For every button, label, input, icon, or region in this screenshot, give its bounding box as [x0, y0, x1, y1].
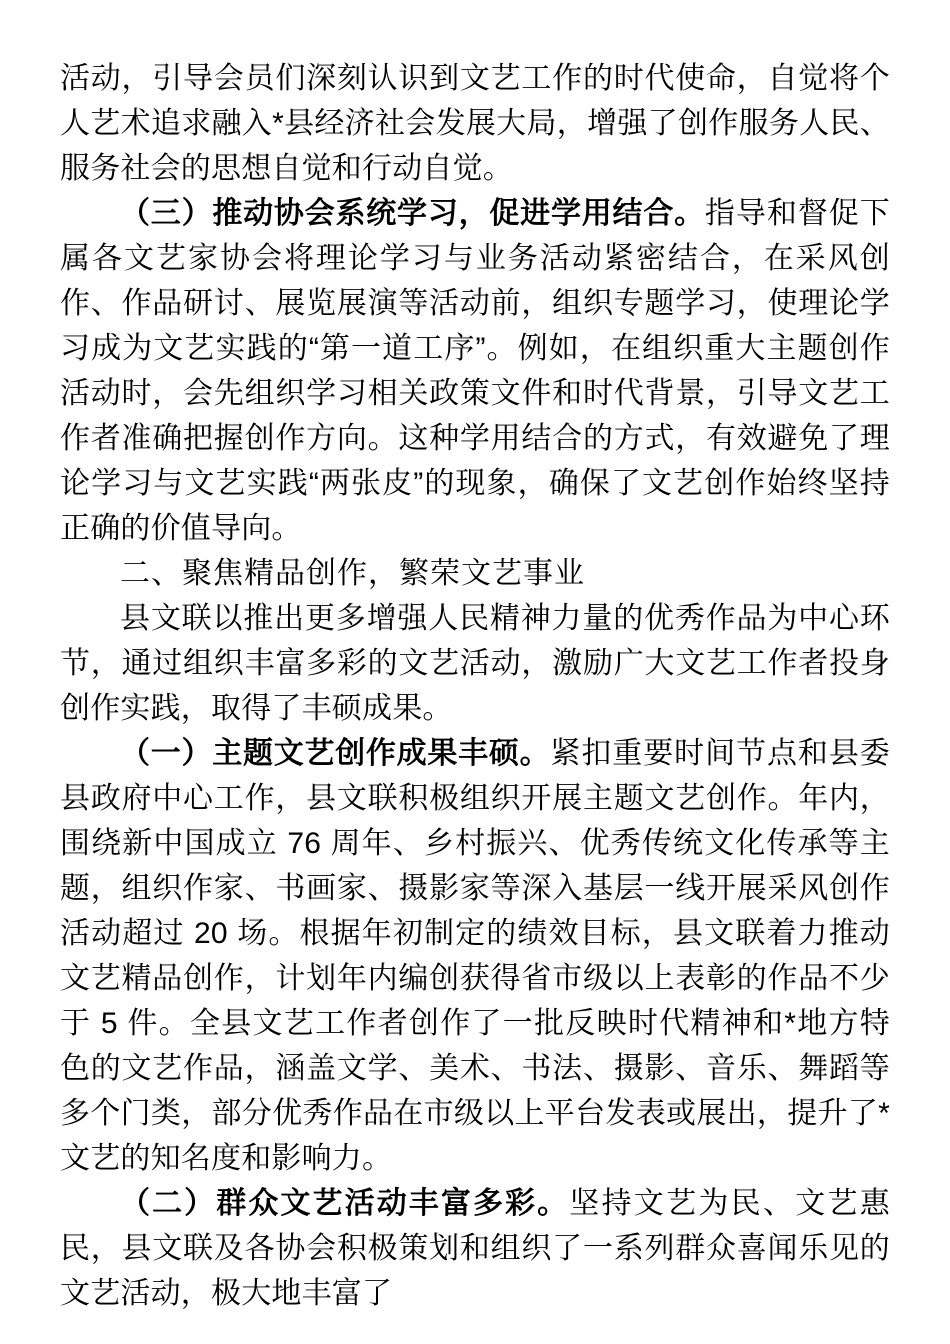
- document-body: [60, 56, 890, 1316]
- section-heading-two: 二、聚焦精品创作，繁荣文艺事业: [120, 557, 585, 590]
- paragraph-section-three: [60, 191, 890, 551]
- paragraph-subsection-two: [60, 1181, 890, 1316]
- paragraph-subsection-one: [60, 731, 890, 1181]
- runin-heading-one: （一）主题文艺创作成果丰硕。: [120, 737, 551, 770]
- paragraph-subsection-one-text: 紧扣重要时间节点和县委县政府中心工作，县文联积极组织开展主题文艺创作。年内，围绕新中国成立 76 周年、乡村振兴、优秀传统文化传承等主题，组织作家、书画家、摄影家等深入基层一线开展采风创作活动超过 20 场。根据年初制定的绩效目标，县文联着力推动文艺精品创作，计划年内编创获得省市级以上表彰的作品不少于 5 件。全县文艺工作者创作了一批反映时代精神和*地方特色的文艺作品，涵盖文学、美术、书法、摄影、音乐、舞蹈等多个门类，部分优秀作品在市级以上平台发表或展出，提升了*文艺的知名度和影响力。: [60, 737, 891, 1175]
- runin-heading-three: （三）推动协会系统学习，促进学用结合。: [120, 197, 705, 230]
- runin-heading-two: （二）群众文艺活动丰富多彩。: [120, 1187, 570, 1220]
- paragraph-continuation: 活动，引导会员们深刻认识到文艺工作的时代使命，自觉将个人艺术追求融入*县经济社会发展大局，增强了创作服务人民、服务社会的思想自觉和行动自觉。: [60, 62, 890, 185]
- paragraph-subsection-two-text: 坚持文艺为民、文艺惠民，县文联及各协会积极策划和组织了一系列群众喜闻乐见的文艺活动，极大地丰富了: [60, 1187, 891, 1310]
- paragraph-section-two-intro: 县文联以推出更多增强人民精神力量的优秀作品为中心环节，通过组织丰富多彩的文艺活动，激励广大文艺工作者投身创作实践，取得了丰硕成果。: [60, 602, 890, 725]
- paragraph-section-three-text: 指导和督促下属各文艺家协会将理论学习与业务活动紧密结合，在采风创作、作品研讨、展览展演等活动前，组织专题学习，使理论学习成为文艺实践的“第一道工序”。例如，在组织重大主题创作活动时，会先组织学习相关政策文件和时代背景，引导文艺工作者准确把握创作方向。这种学用结合的方式，有效避免了理论学习与文艺实践“两张皮”的现象，确保了文艺创作始终坚持正确的价值导向。: [60, 197, 891, 545]
